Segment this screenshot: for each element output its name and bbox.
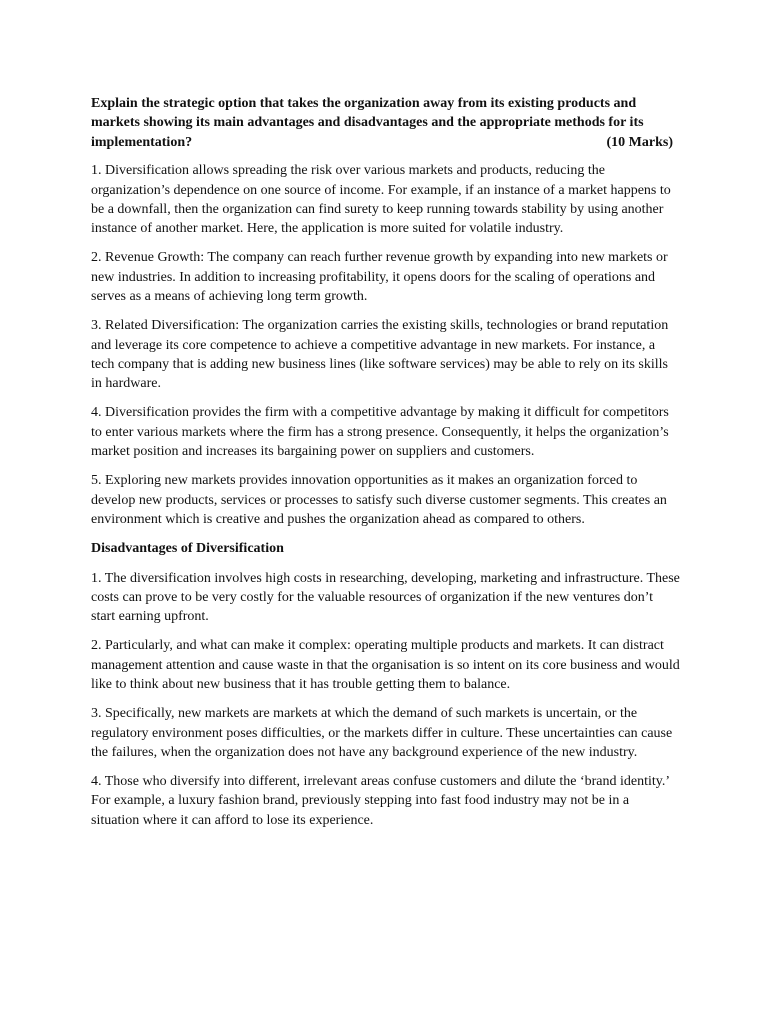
advantage-paragraph-4: 4. Diversification provides the firm with a competitive advantage by making it difficult for competitors to enter various markets where the firm has a strong presence. Consequently, it helps the organization’s market position and increases its bargaining power on suppliers and customers. bbox=[91, 405, 669, 460]
marks-label: (10 Marks) bbox=[606, 134, 673, 150]
disadvantage-paragraph-2: 2. Particularly, and what can make it complex: operating multiple products and markets. It can distract management attention and cause waste in that the organisation is so intent on its core business and would like to think about new business that it has trouble getting them to balance. bbox=[91, 638, 680, 693]
advantage-paragraph-2: 2. Revenue Growth: The company can reach further revenue growth by expanding into new markets or new industries. In addition to increasing profitability, it opens doors for the scaling of operations and serves as a means of achieving long term growth. bbox=[91, 250, 668, 305]
advantage-paragraph-5: 5. Exploring new markets provides innovation opportunities as it makes an organization forced to develop new products, services or processes to satisfy such diverse customer segments. This creates an environment which is creative and pushes the organization ahead as compared to others. bbox=[91, 473, 667, 528]
question-heading bbox=[91, 94, 680, 152]
advantage-paragraph-3: 3. Related Diversification: The organization carries the existing skills, technologies or brand reputation and leverage its core competence to achieve a competitive advantage in new markets. For instance, a tech company that is adding new business lines (like software services) may be able to rely on its skills in hardware. bbox=[91, 318, 669, 392]
disadvantages-heading: Disadvantages of Diversification bbox=[91, 541, 284, 557]
advantage-paragraph-1: 1. Diversification allows spreading the risk over various markets and products, reducing the organization’s dependence on one source of income. For example, if an instance of a market happens to be a downfall, then the organization can find surety to keep running towards stability by using another instance of another market. Here, the application is more suited for volatile industry. bbox=[91, 163, 671, 237]
disadvantage-paragraph-3: 3. Specifically, new markets are markets at which the demand of such markets is uncertain, or the regulatory environment poses difficulties, or the markets differ in culture. These uncertainties can cause the failures, when the organization does not have any background experience of the new industry. bbox=[91, 706, 673, 760]
disadvantage-paragraph-1: 1. The diversification involves high costs in researching, developing, marketing and infrastructure. These costs can prove to be very costly for the valuable resources of organization if the new ventures don’t start earning upfront. bbox=[91, 570, 680, 625]
disadvantage-paragraph-4: 4. Those who diversify into different, irrelevant areas confuse customers and dilute the ‘brand identity.’ For example, a luxury fashion brand, previously stepping into fast food industry may not be in a situation where it can afford to lose its experience. bbox=[91, 773, 669, 828]
question-text: Explain the strategic option that takes the organization away from its existing products and markets showing its main advantages and disadvantages and the appropriate methods for its implementation? bbox=[91, 96, 644, 150]
